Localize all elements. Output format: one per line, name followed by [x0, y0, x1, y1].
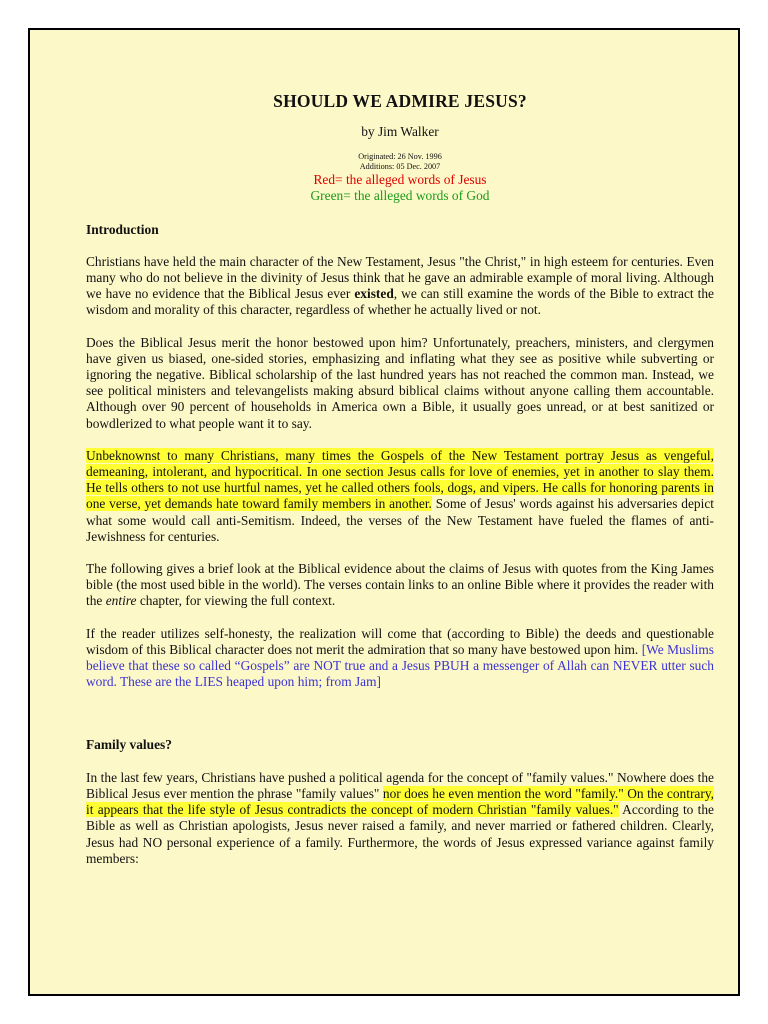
intro-p4-text-a: The following gives a brief look at the Biblical evidence about the claims of Jesus with quotes from the King James bible (the most used bible in the world). The verses contain links to an online Bible where it provides the reader with the	[86, 561, 714, 609]
additions-date: Additions: 05 Dec. 2007	[359, 161, 441, 171]
intro-paragraph-2: Does the Biblical Jesus merit the honor bestowed upon him? Unfortunately, preachers, ministers, and clergymen have given us biased, one-sided stories, emphasizing and inflating what they see as positive while subverting or ignoring the negative. Biblical scholarship of the last hundred years has not reached the common man. Instead, we see political ministers and televangelists making absurd biblical claims without anyone calling them accountable. Although over 90 percent of households in America own a Bible, it usually goes unread, or at best sanitized or bowdlerized to what people want it to say.	[86, 334, 714, 431]
intro-p4-italic: entire	[105, 593, 137, 609]
legend-red: Red= the alleged words of Jesus	[313, 172, 487, 188]
family-p1-text-b: According to the Bible as well as Christian apologists, Jesus never raised a family, and never married or fathered children. Clearly, Jesus had NO personal experience of a family. Furthermore, the words of Jesus expressed variance against family members:	[86, 802, 714, 866]
section-heading-family-values: Family values?	[86, 737, 172, 753]
intro-paragraph-5	[86, 626, 714, 691]
family-paragraph-1	[86, 770, 714, 867]
intro-p3-text: Some of Jesus' words against his adversaries depict what some would call anti-Semitism. Indeed, the verses of the New Testament have fueled the flames of anti-Jewishness for centuries.	[86, 496, 714, 544]
highlighted-text: nor does he even mention the word "family." On the contrary, it appears that the life style of Jesus contradicts the concept of modern Christian "family values."	[86, 785, 715, 818]
author-line: by Jim Walker	[361, 124, 439, 139]
editor-note: [We Muslims believe that these so called “Gospels” are NOT true and a Jesus PBUH a messenger of Allah can NEVER utter such word. These are the LIES heaped upon him; from Jam]	[86, 641, 714, 690]
intro-p1-text-a: Christians have held the main character of the New Testament, Jesus "the Christ," in high esteem for centuries. Even many who do not believe in the divinity of Jesus think that he gave an admirable example of moral living. Although we have no evidence that the Biblical Jesus ever	[86, 253, 714, 302]
intro-paragraph-3	[86, 448, 714, 545]
originated-date: Originated: 26 Nov. 1996	[358, 152, 442, 162]
intro-p1-bold: existed	[354, 286, 394, 302]
highlighted-text: Unbeknownst to many Christians, many times the Gospels of the New Testament portray Jesus as vengeful, demeaning, intolerant, and hypocritical. In one section Jesus calls for love of enemies, yet in another to slay them. He tells others to not use hurtful names, yet he called others fools, dogs, and vipers. He calls for honoring parents in one verse, yet demands hate toward family members in another.	[86, 447, 714, 512]
document-content	[86, 88, 714, 867]
document-page	[28, 28, 740, 996]
intro-p1-text-b: , we can still examine the words of the Bible to extract the wisdom and morality of this character, regardless of whether he actually lived or not.	[86, 286, 715, 318]
page-title: SHOULD WE ADMIRE JESUS?	[273, 91, 527, 111]
legend-green: Green= the alleged words of God	[310, 188, 490, 204]
section-heading-introduction: Introduction	[86, 221, 159, 237]
intro-paragraph-1	[86, 254, 714, 319]
intro-p4-text-b: chapter, for viewing the full context.	[136, 593, 336, 609]
intro-paragraph-4	[86, 561, 714, 610]
family-p1-text-a: In the last few years, Christians have pushed a political agenda for the concept of "family values." Nowhere does the Biblical Jesus ever mention the phrase "family values"	[86, 769, 714, 801]
intro-p5-text: If the reader utilizes self-honesty, the realization will come that (according to Bible) the deeds and questionable wisdom of this Biblical character does not merit the admiration that so many have bestowed upon him.	[86, 625, 714, 657]
